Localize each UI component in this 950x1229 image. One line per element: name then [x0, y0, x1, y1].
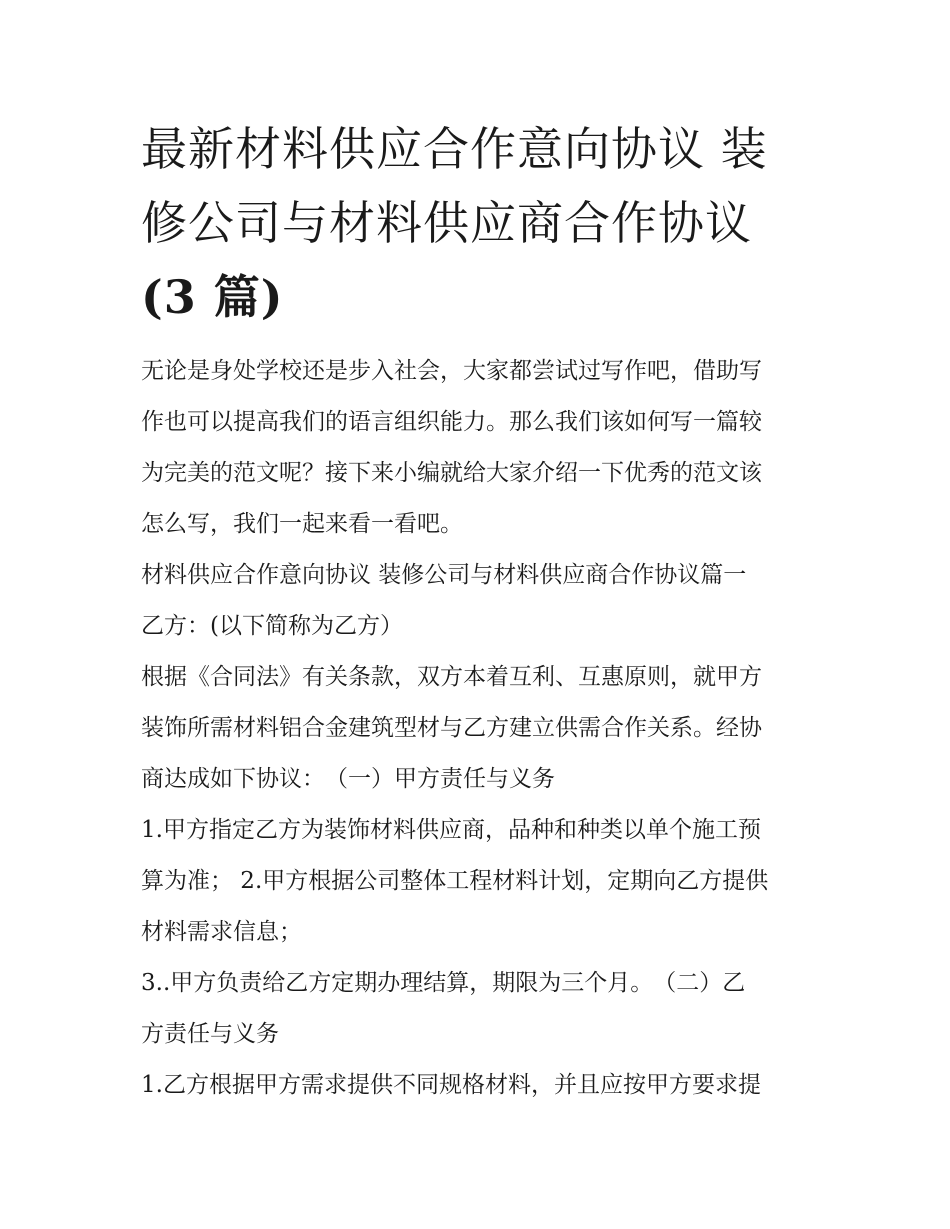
section-heading-1: 材料供应合作意向协议 装修公司与材料供应商合作协议篇一 — [141, 562, 747, 588]
body-line-12: 材料需求信息； — [141, 919, 302, 945]
body-line-8: 装饰所需材料铝合金建筑型材与乙方建立供需合作关系。经协 — [141, 715, 762, 741]
body-line-2: 作也可以提高我们的语言组织能力。那么我们该如何写一篇较 — [141, 409, 762, 435]
title-line-3: (3 篇) — [141, 270, 284, 324]
body-line-13: 3..甲方负责给乙方定期办理结算，期限为三个月。 （二）乙 — [141, 970, 746, 996]
body-line-15: 1.乙方根据甲方需求提供不同规格材料，并且应按甲方要求提 — [141, 1072, 761, 1098]
document-title — [141, 112, 813, 334]
body-line-4: 怎么写，我们一起来看一看吧。 — [141, 511, 463, 537]
body-line-7: 根据《合同法》有关条款，双方本着互利、互惠原则，就甲方 — [141, 664, 762, 690]
body-line-1: 无论是身处学校还是步入社会，大家都尝试过写作吧，借助写 — [141, 358, 762, 384]
body-line-10: 1.甲方指定乙方为装饰材料供应商，品种和种类以单个施工预 — [141, 817, 761, 843]
body-line-6: 乙方：(以下简称为乙方） — [141, 613, 403, 639]
title-line-2: 修公司与材料供应商合作协议 — [141, 196, 752, 250]
body-line-11: 算为准； 2.甲方根据公司整体工程材料计划，定期向乙方提供 — [141, 868, 769, 894]
title-line-1: 最新材料供应合作意向协议 装 — [141, 122, 768, 176]
body-line-14: 方责任与义务 — [141, 1021, 279, 1047]
body-line-3: 为完美的范文呢？接下来小编就给大家介绍一下优秀的范文该 — [141, 460, 762, 486]
body-line-9: 商达成如下协议： （一）甲方责任与义务 — [141, 766, 555, 792]
document-page — [141, 112, 813, 1111]
document-body — [141, 346, 813, 1111]
